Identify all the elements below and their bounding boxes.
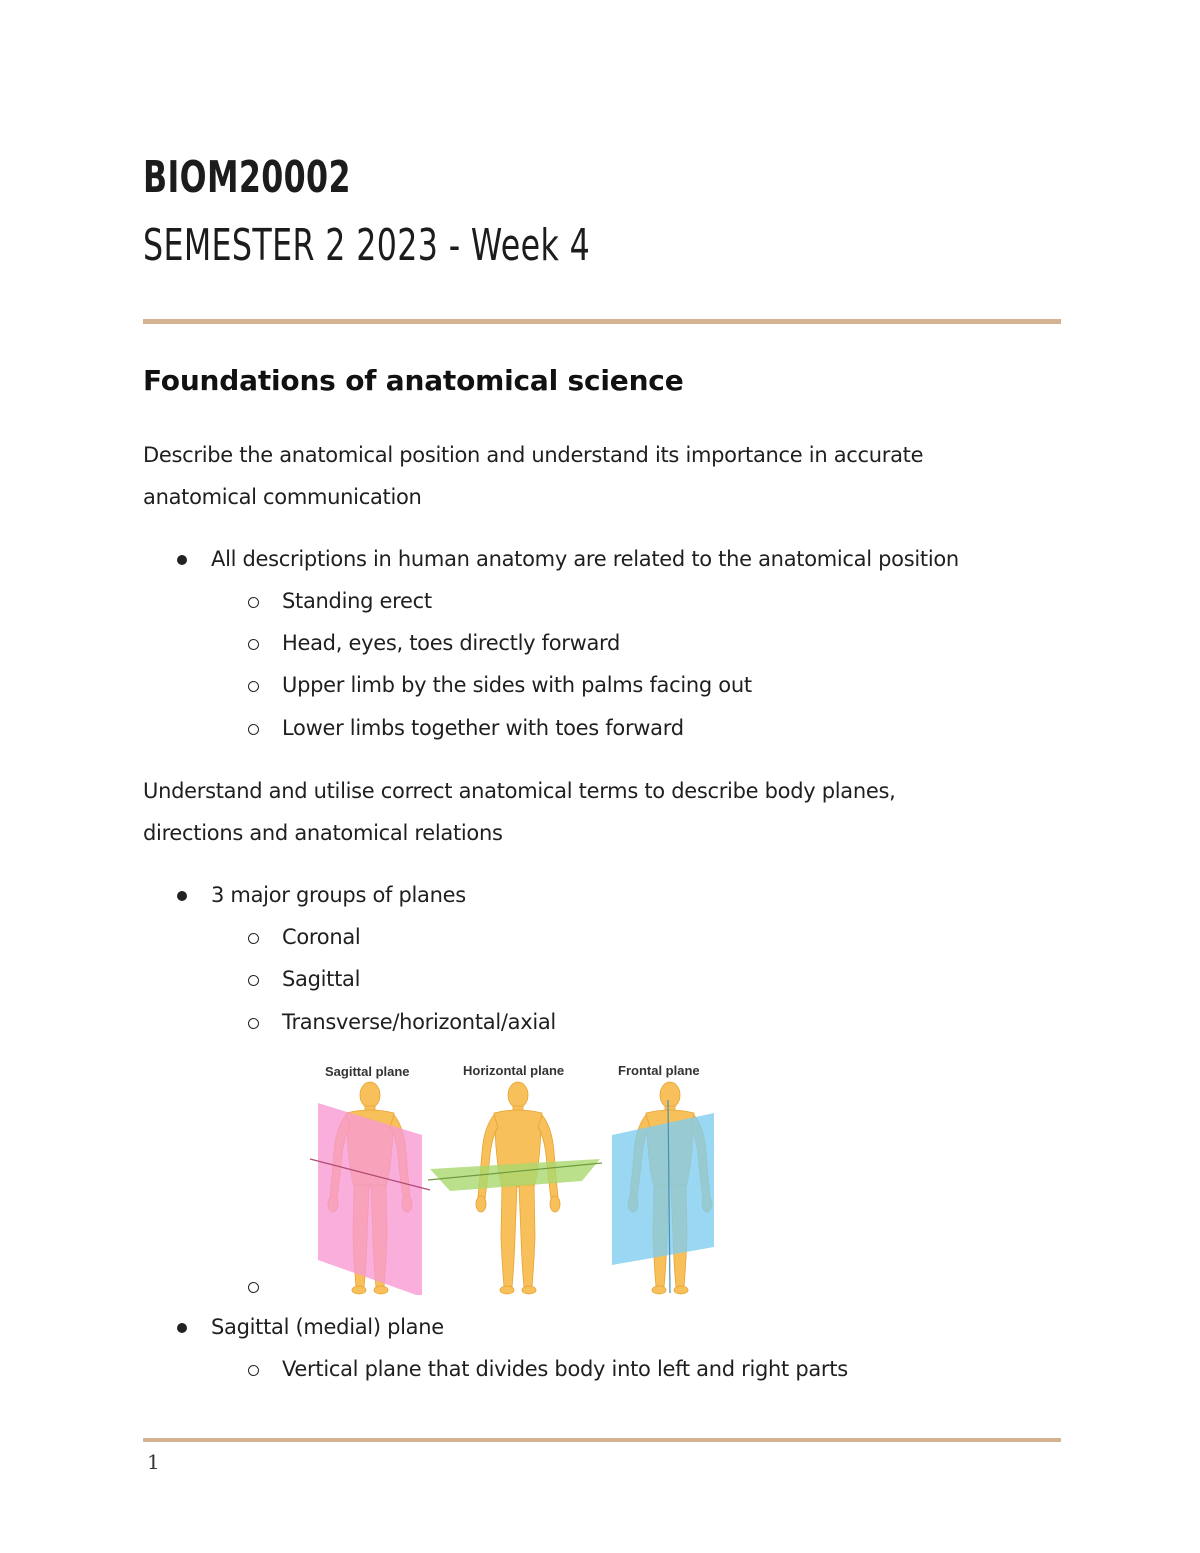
- sub-item-transverse: Transverse/horizontal/axial: [282, 1010, 556, 1034]
- objective-1-line-1: Describe the anatomical position and understand its importance in accurate: [143, 443, 924, 467]
- sub-item-upper-limb: Upper limb by the sides with palms facing out: [282, 673, 752, 697]
- sub-bullet-circle: [248, 1018, 259, 1029]
- sagittal-plane-label: Sagittal plane: [325, 1064, 410, 1079]
- sub-item-head: Head, eyes, toes directly forward: [282, 631, 621, 655]
- horizontal-plane-label: Horizontal plane: [463, 1063, 565, 1078]
- sub-item-sagittal: Sagittal: [282, 967, 361, 991]
- frontal-plane-label: Frontal plane: [618, 1063, 700, 1078]
- page-number: 1: [147, 1450, 160, 1474]
- footer-divider: [143, 1438, 1061, 1442]
- sub-bullet-circle: [248, 724, 259, 735]
- bullet-anatomical-position: All descriptions in human anatomy are related to the anatomical position: [211, 547, 959, 571]
- learning-objective-1: [143, 434, 1043, 518]
- body-planes-illustration: [300, 1055, 720, 1295]
- sub-item-coronal: Coronal: [282, 925, 361, 949]
- learning-objective-2: [143, 770, 1043, 854]
- frontal-plane-shape: [612, 1113, 714, 1265]
- objective-2-line-2: directions and anatomical relations: [143, 821, 503, 845]
- frontal-figure: [612, 1082, 714, 1294]
- objective-1-line-2: anatomical communication: [143, 485, 422, 509]
- objective-2-line-1: Understand and utilise correct anatomical terms to describe body planes,: [143, 779, 896, 803]
- bullet-dot: [177, 555, 187, 565]
- bullet-major-planes: 3 major groups of planes: [211, 883, 466, 907]
- sub-bullet-circle: [248, 1365, 259, 1376]
- sub-bullet-circle: [248, 681, 259, 692]
- sub-bullet-circle: [248, 933, 259, 944]
- document-title: [143, 148, 590, 276]
- sagittal-plane-shape: [318, 1103, 422, 1295]
- bullet-dot: [177, 1323, 187, 1333]
- horizontal-figure: [428, 1082, 602, 1294]
- sub-bullet-circle: [248, 597, 259, 608]
- sub-item-standing: Standing erect: [282, 589, 432, 613]
- semester-week: SEMESTER 2 2023 - Week 4: [143, 220, 591, 271]
- bullet-sagittal-plane: Sagittal (medial) plane: [211, 1315, 444, 1339]
- section-heading: Foundations of anatomical science: [143, 364, 684, 397]
- body-planes-figure: [300, 1055, 720, 1295]
- course-code: BIOM20002: [143, 152, 351, 203]
- sub-item-vertical-plane: Vertical plane that divides body into left and right parts: [282, 1357, 848, 1381]
- sagittal-figure: [310, 1082, 430, 1295]
- sub-bullet-circle: [248, 1282, 259, 1293]
- sub-bullet-circle: [248, 639, 259, 650]
- sub-item-lower-limbs: Lower limbs together with toes forward: [282, 716, 684, 740]
- bullet-dot: [177, 891, 187, 901]
- header-divider: [143, 319, 1061, 324]
- sub-bullet-circle: [248, 975, 259, 986]
